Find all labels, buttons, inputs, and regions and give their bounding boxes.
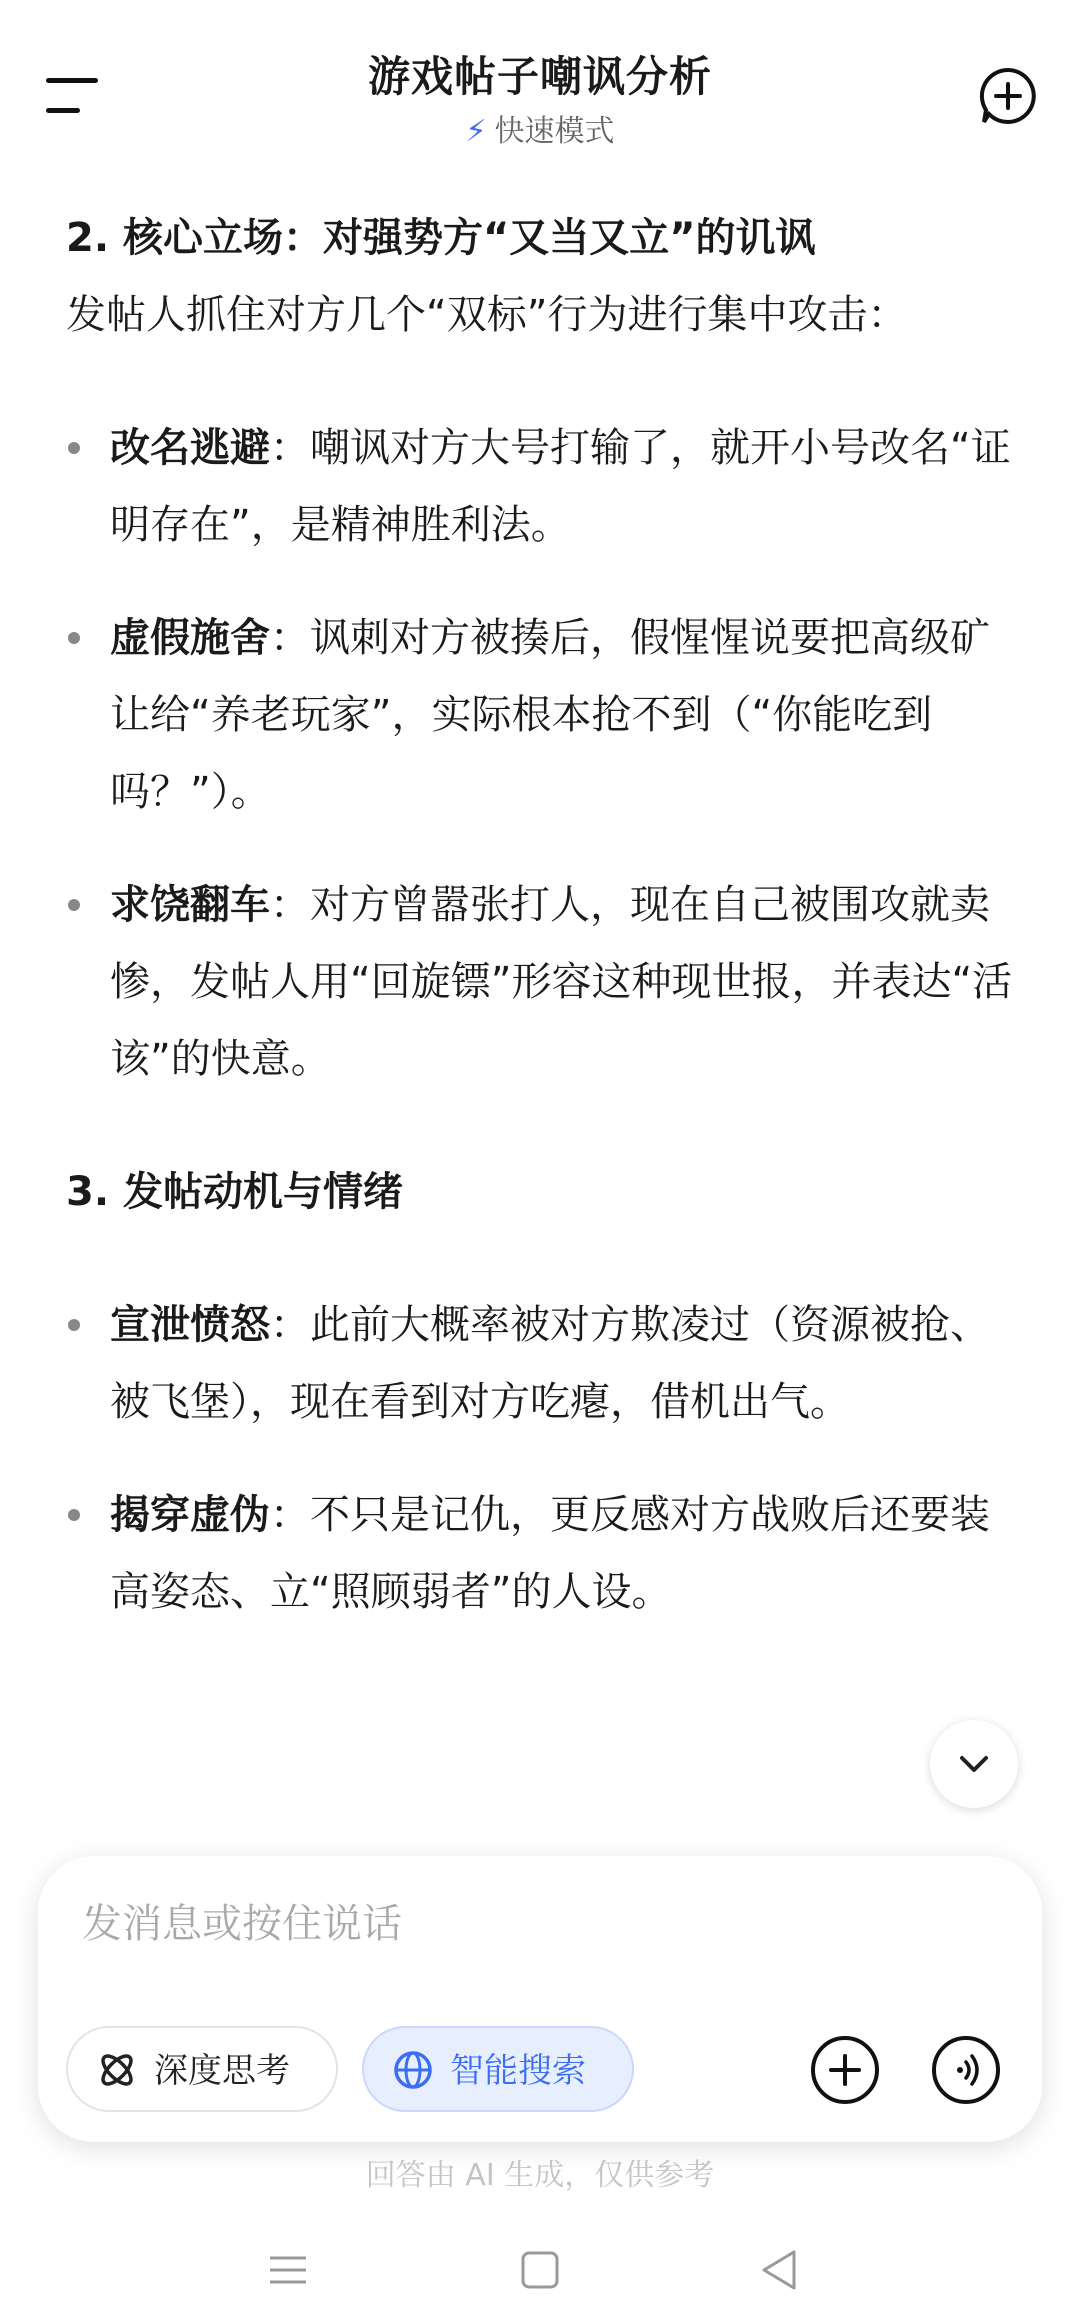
bullet-list: [66, 410, 1016, 1098]
chevron-down-icon: [956, 1748, 992, 1780]
globe-icon: [392, 2049, 434, 2091]
list-item: 揭穿虚伪：不只是记仇，更反感对方战败后还要装高姿态、立“照顾弱者”的人设。: [66, 1477, 1016, 1631]
plus-icon: [825, 2050, 865, 2090]
add-attachment-button[interactable]: [811, 2036, 879, 2104]
lightning-icon: ⚡: [465, 114, 487, 149]
home-icon[interactable]: [510, 2240, 570, 2300]
smart-search-label: 智能搜索: [450, 2051, 586, 2091]
message-content: [66, 200, 1016, 1860]
section-intro: 发帖人抓住对方几个“双标”行为进行集中攻击：: [66, 292, 908, 338]
list-item: 求饶翻车：对方曾嚣张打人，现在自己被围攻就卖惨，发帖人用“回旋镖”形容这种现世报，并表达“活该”的快意。: [66, 867, 1016, 1098]
list-item: 虚假施舍：讽刺对方被揍后，假惺惺说要把高级矿让给“养老玩家”，实际根本抢不到（“你能吃到吗？”）。: [66, 600, 1016, 831]
smart-search-button[interactable]: [362, 2026, 634, 2112]
system-nav-bar: [0, 2220, 1080, 2318]
atom-icon: [96, 2049, 138, 2091]
ai-disclaimer: 回答由 AI 生成，仅供参考: [365, 2158, 715, 2193]
sound-wave-icon: [946, 2050, 986, 2090]
mode-label: 快速模式: [494, 114, 615, 149]
back-icon[interactable]: [750, 2240, 810, 2300]
new-chat-icon[interactable]: [978, 66, 1038, 126]
list-item: 宣泄愤怒：此前大概率被对方欺凌过（资源被抢、被飞堡），现在看到对方吃瘪，借机出气。: [66, 1287, 1016, 1441]
scroll-to-bottom-button[interactable]: [930, 1720, 1018, 1808]
header: [0, 0, 1080, 170]
message-composer: [38, 1856, 1042, 2142]
message-input[interactable]: 发消息或按住说话: [82, 1901, 402, 1947]
voice-call-button[interactable]: [932, 2036, 1000, 2104]
page-title: 游戏帖子嘲讽分析: [367, 52, 712, 101]
deep-think-label: 深度思考: [154, 2051, 290, 2091]
section-heading: 3. 发帖动机与情绪: [66, 1169, 403, 1215]
list-item: 改名逃避：嘲讽对方大号打输了，就开小号改名“证明存在”，是精神胜利法。: [66, 410, 1016, 564]
mode-indicator[interactable]: [0, 106, 1080, 150]
recents-icon[interactable]: [258, 2240, 318, 2300]
deep-think-button[interactable]: [66, 2026, 338, 2112]
bullet-list: [66, 1287, 1016, 1631]
section-heading: 2. 核心立场：对强势方“又当又立”的讥讽: [66, 215, 816, 261]
